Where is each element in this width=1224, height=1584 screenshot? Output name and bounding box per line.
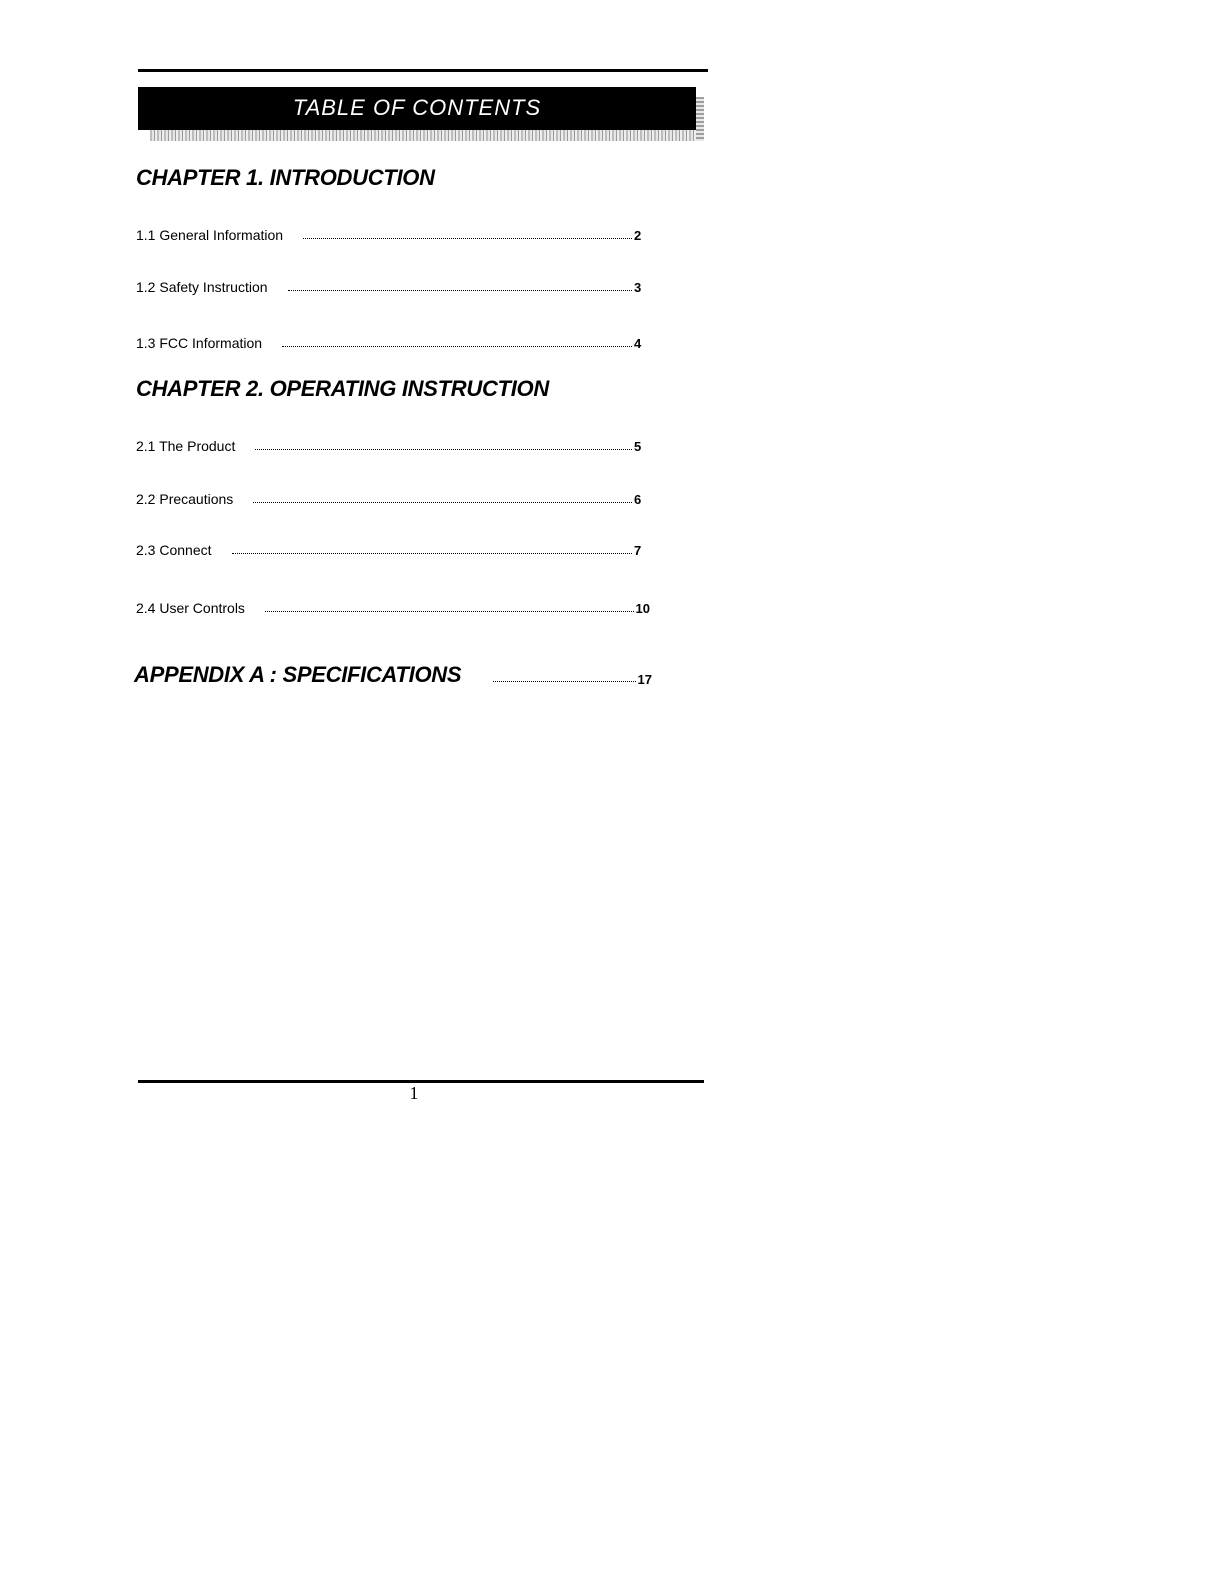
toc-entry-1-1[interactable] bbox=[136, 223, 642, 243]
toc-entry-2-1[interactable] bbox=[136, 434, 642, 454]
chapter-2-heading: CHAPTER 2. OPERATING INSTRUCTION bbox=[136, 376, 549, 401]
toc-entry-label: 2.1 The Product bbox=[136, 438, 236, 454]
dot-leader bbox=[493, 680, 635, 682]
toc-entry-page: 17 bbox=[637, 672, 652, 687]
appendix-heading: APPENDIX A : SPECIFICATIONS bbox=[134, 662, 462, 687]
toc-entry-label: 1.1 General Information bbox=[136, 227, 284, 243]
toc-entry-page: 5 bbox=[634, 439, 642, 454]
dot-leader bbox=[253, 501, 632, 503]
toc-entry-1-3[interactable] bbox=[136, 331, 642, 351]
dot-leader bbox=[288, 289, 632, 291]
chapter-1-heading: CHAPTER 1. INTRODUCTION bbox=[136, 165, 435, 190]
toc-entry-appendix-a[interactable] bbox=[134, 660, 652, 688]
toc-banner-shadow bbox=[150, 130, 702, 141]
toc-entry-page: 10 bbox=[635, 601, 650, 616]
toc-entry-label: 1.3 FCC Information bbox=[136, 335, 263, 351]
dot-leader bbox=[232, 552, 633, 554]
toc-banner-edge bbox=[696, 97, 704, 141]
toc-entry-1-2[interactable] bbox=[136, 275, 642, 295]
toc-entry-label: 2.4 User Controls bbox=[136, 600, 245, 616]
toc-entry-2-3[interactable] bbox=[136, 538, 642, 558]
page-number: 1 bbox=[409, 1083, 419, 1103]
toc-entry-page: 3 bbox=[634, 280, 642, 295]
toc-entry-page: 6 bbox=[634, 492, 642, 507]
toc-entry-page: 7 bbox=[634, 543, 642, 558]
dot-leader bbox=[282, 345, 632, 347]
toc-entry-2-2[interactable] bbox=[136, 487, 642, 507]
toc-title: TABLE OF CONTENTS bbox=[292, 95, 542, 120]
toc-entry-2-4[interactable] bbox=[136, 596, 650, 616]
toc-entry-label: 1.2 Safety Instruction bbox=[136, 279, 268, 295]
dot-leader bbox=[255, 448, 632, 450]
dot-leader bbox=[303, 237, 632, 239]
toc-entry-label: 2.3 Connect bbox=[136, 542, 212, 558]
toc-banner bbox=[138, 87, 696, 130]
toc-entry-page: 4 bbox=[634, 336, 642, 351]
dot-leader bbox=[265, 610, 634, 612]
toc-entry-page: 2 bbox=[634, 228, 642, 243]
top-rule bbox=[138, 69, 708, 72]
toc-entry-label: 2.2 Precautions bbox=[136, 491, 234, 507]
